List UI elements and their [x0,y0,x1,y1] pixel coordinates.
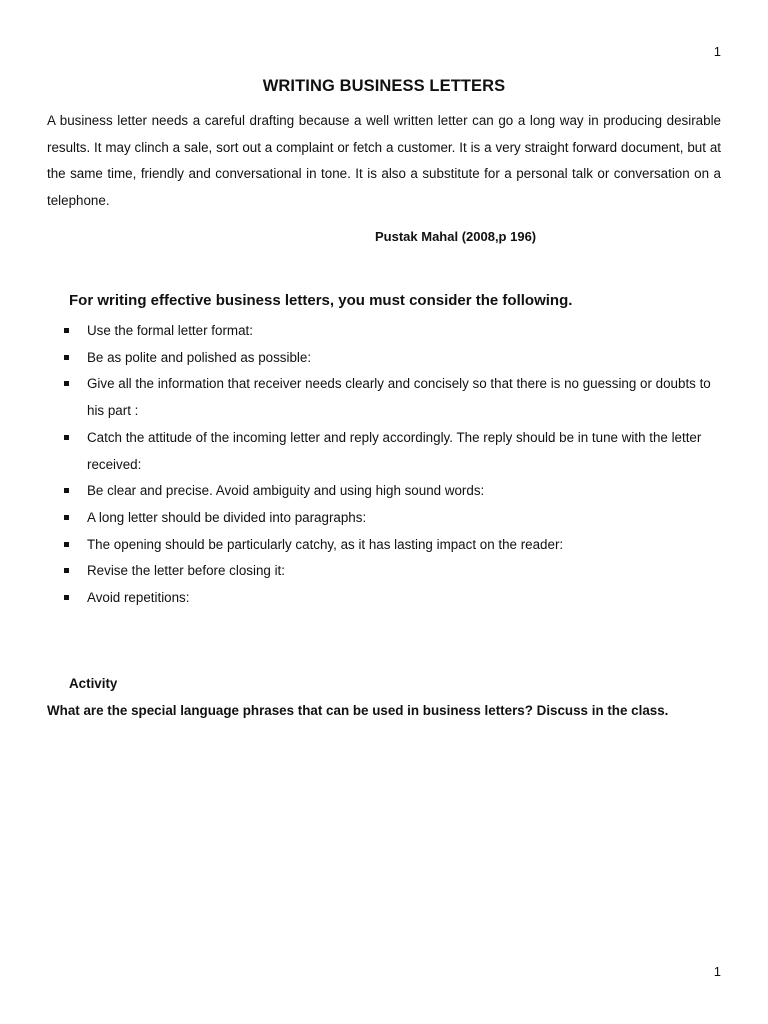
page-number-top: 1 [713,44,721,59]
square-bullet-icon [64,542,69,547]
square-bullet-icon [64,355,69,360]
list-item-text: Avoid repetitions: [87,590,190,606]
square-bullet-icon [64,435,69,440]
list-item [64,425,724,478]
list-item [64,318,724,345]
list-item [64,371,724,424]
list-item [64,558,724,585]
list-item [64,532,724,559]
list-item-text: Use the formal letter format: [87,323,253,338]
activity-heading: Activity [69,676,118,691]
citation: Pustak Mahal (2008,p 196) [375,229,537,244]
list-item-text: A long letter should be divided into paragraphs: [87,509,367,525]
list-item-text: Catch the attitude of the incoming letter and reply accordingly. The reply should be in tune with the letter received: [87,429,702,472]
intro-paragraph: A business letter needs a careful drafting because a well written letter can go a long way in producing desirable results. It may clinch a sale, sort out a complaint or fetch a customer. It is a very straight forward document, but at the same time, friendly and conversational in tone. It is also a substitute for a personal talk or conversation on a telephone. [47,113,721,209]
list-item [64,345,724,372]
list-item [64,585,724,612]
square-bullet-icon [64,568,69,573]
square-bullet-icon [64,595,69,600]
activity-question: What are the special language phrases that can be used in business letters? Discuss in the class. [47,703,669,718]
list-item [64,505,724,532]
list-item-text: Be clear and precise. Avoid ambiguity and using high sound words: [87,483,485,499]
square-bullet-icon [64,328,69,333]
list-item-text: Give all the information that receiver needs clearly and concisely so that there is no guessing or doubts to his part : [87,376,711,419]
list-item-text: The opening should be particularly catchy, as it has lasting impact on the reader: [87,536,564,552]
square-bullet-icon [64,488,69,493]
list-item-text: Revise the letter before closing it: [87,563,285,579]
page-number-bottom: 1 [713,964,721,979]
square-bullet-icon [64,515,69,520]
page-title: WRITING BUSINESS LETTERS [262,77,506,95]
square-bullet-icon [64,381,69,386]
guidelines-list [64,318,724,612]
list-item [64,478,724,505]
list-item-text: Be as polite and polished as possible: [87,349,312,365]
section-heading: For writing effective business letters, you must consider the following. [69,292,573,309]
